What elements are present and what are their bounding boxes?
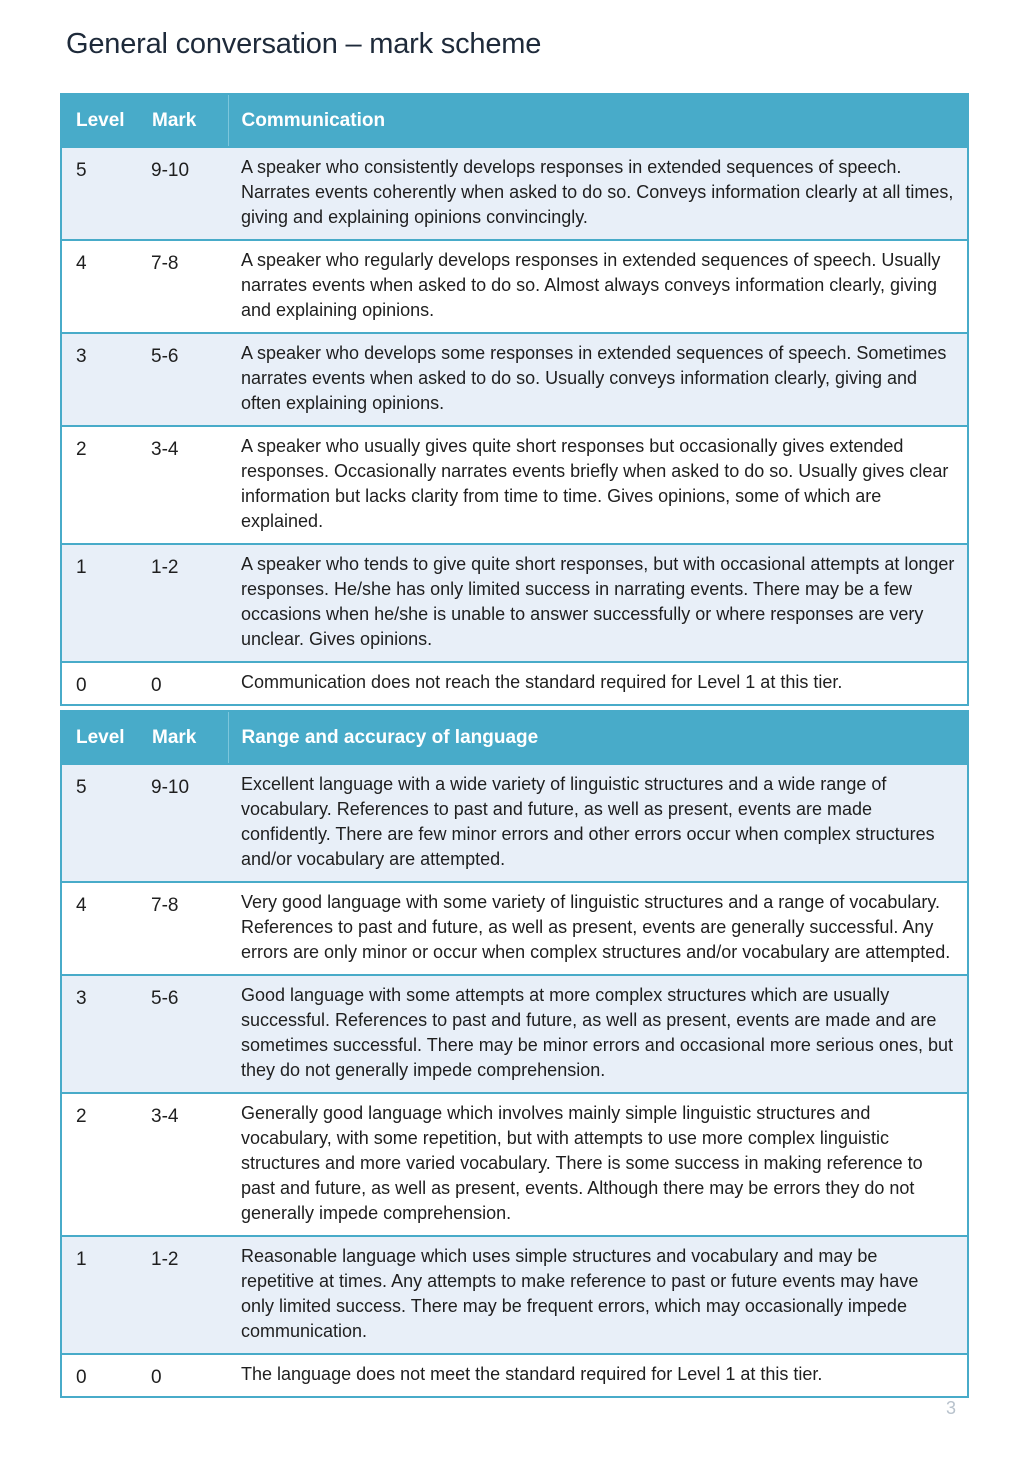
header-communication: Communication (228, 94, 968, 147)
level-cell: 0 (76, 675, 87, 696)
descriptor-cell: A speaker who tends to give quite short responses, but with occasional attempts at longer responses. He/she has only limited success in narrating events. There may be a few occasions when he/she is unable to answer successfully or where responses are very unclear. Gives opinions. (241, 554, 955, 649)
descriptor-cell: Reasonable language which uses simple structures and vocabulary and may be repetitive at times. Any attempts to make reference to past or future events may have only limited success. There may be frequent errors, which may occasionally impede communication. (241, 1246, 919, 1341)
mark-cell: 7-8 (151, 253, 179, 274)
mark-cell: 3-4 (151, 1106, 179, 1127)
level-cell: 5 (76, 160, 87, 181)
table-row (61, 1093, 968, 1236)
table-row (61, 1354, 968, 1397)
descriptor-cell: Excellent language with a wide variety of linguistic structures and a wide range of vocabulary. References to past and future, as well as present, events are made confidently. There are few minor errors and other errors occur when complex structures and/or vocabulary are attempted. (241, 774, 935, 869)
mark-cell: 7-8 (151, 895, 179, 916)
descriptor-cell: A speaker who develops some responses in extended sequences of speech. Sometimes narrates events when asked to do so. Usually conveys information clearly, giving and often explaining opinions. (241, 343, 947, 413)
mark-cell: 5-6 (151, 346, 179, 367)
table-row (61, 426, 968, 544)
communication-table (60, 93, 969, 706)
descriptor-cell: Generally good language which involves mainly simple linguistic structures and vocabulary, with some repetition, but with attempts to use more complex linguistic structures and more varied vocabulary. There is some success in making reference to past and future, as well as present, events. Although there may be errors they do not generally impede comprehension. (241, 1103, 923, 1223)
mark-cell: 5-6 (151, 988, 179, 1009)
descriptor-cell: Communication does not reach the standard required for Level 1 at this tier. (241, 672, 843, 692)
descriptor-cell: Very good language with some variety of linguistic structures and a range of vocabulary. References to past and future, as well as present, events are generally successful. Any errors are only minor or occur when complex structures and/or vocabulary are attempted. (241, 892, 951, 962)
header-level: Level (76, 109, 125, 131)
level-cell: 1 (76, 557, 87, 578)
mark-cell: 3-4 (151, 439, 179, 460)
descriptor-cell: A speaker who regularly develops responses in extended sequences of speech. Usually narrates events when asked to do so. Almost always conveys information clearly, giving and explaining opinions. (241, 250, 941, 320)
descriptor-cell: Good language with some attempts at more complex structures which are usually successful. References to past and future, as well as present, events are made and are sometimes successful. There may be minor errors and occasional more serious ones, but they do not generally impede comprehension. (241, 985, 953, 1080)
level-cell: 5 (76, 777, 87, 798)
table-row (61, 147, 968, 240)
table-row (61, 975, 968, 1093)
mark-cell: 9-10 (151, 777, 190, 798)
descriptor-cell: A speaker who consistently develops responses in extended sequences of speech. Narrates events coherently when asked to do so. Conveys information clearly at all times, giving and explaining opinions convincingly. (241, 157, 954, 227)
level-cell: 4 (76, 895, 87, 916)
table-row (61, 882, 968, 975)
level-cell: 2 (76, 439, 87, 460)
mark-cell: 0 (151, 1367, 162, 1388)
page-number: 3 (945, 1398, 956, 1418)
descriptor-cell: A speaker who usually gives quite short responses but occasionally gives extended responses. Occasionally narrates events briefly when asked to do so. Usually gives clear information but lacks clarity from time to time. Gives opinions, some of which are explained. (241, 436, 949, 531)
table-row (61, 333, 968, 426)
level-cell: 3 (76, 346, 87, 367)
mark-cell: 0 (151, 675, 162, 696)
descriptor-cell: The language does not meet the standard required for Level 1 at this tier. (241, 1364, 823, 1384)
header-mark: Mark (152, 726, 197, 748)
mark-cell: 9-10 (151, 160, 190, 181)
table-row (61, 1236, 968, 1354)
level-cell: 2 (76, 1106, 87, 1127)
level-cell: 4 (76, 253, 87, 274)
level-cell: 0 (76, 1367, 87, 1388)
table-header-row (61, 711, 968, 764)
table-header-row (61, 94, 968, 147)
mark-cell: 1-2 (151, 1249, 179, 1270)
level-cell: 3 (76, 988, 87, 1009)
table-row (61, 544, 968, 662)
page-title: General conversation – mark scheme (66, 28, 542, 60)
header-level: Level (76, 726, 125, 748)
header-mark: Mark (152, 109, 197, 131)
level-cell: 1 (76, 1249, 87, 1270)
header-range-accuracy: Range and accuracy of language (228, 711, 968, 764)
table-row (61, 662, 968, 705)
range-accuracy-table (60, 710, 969, 1398)
table-row (61, 764, 968, 882)
mark-cell: 1-2 (151, 557, 179, 578)
table-row (61, 240, 968, 333)
